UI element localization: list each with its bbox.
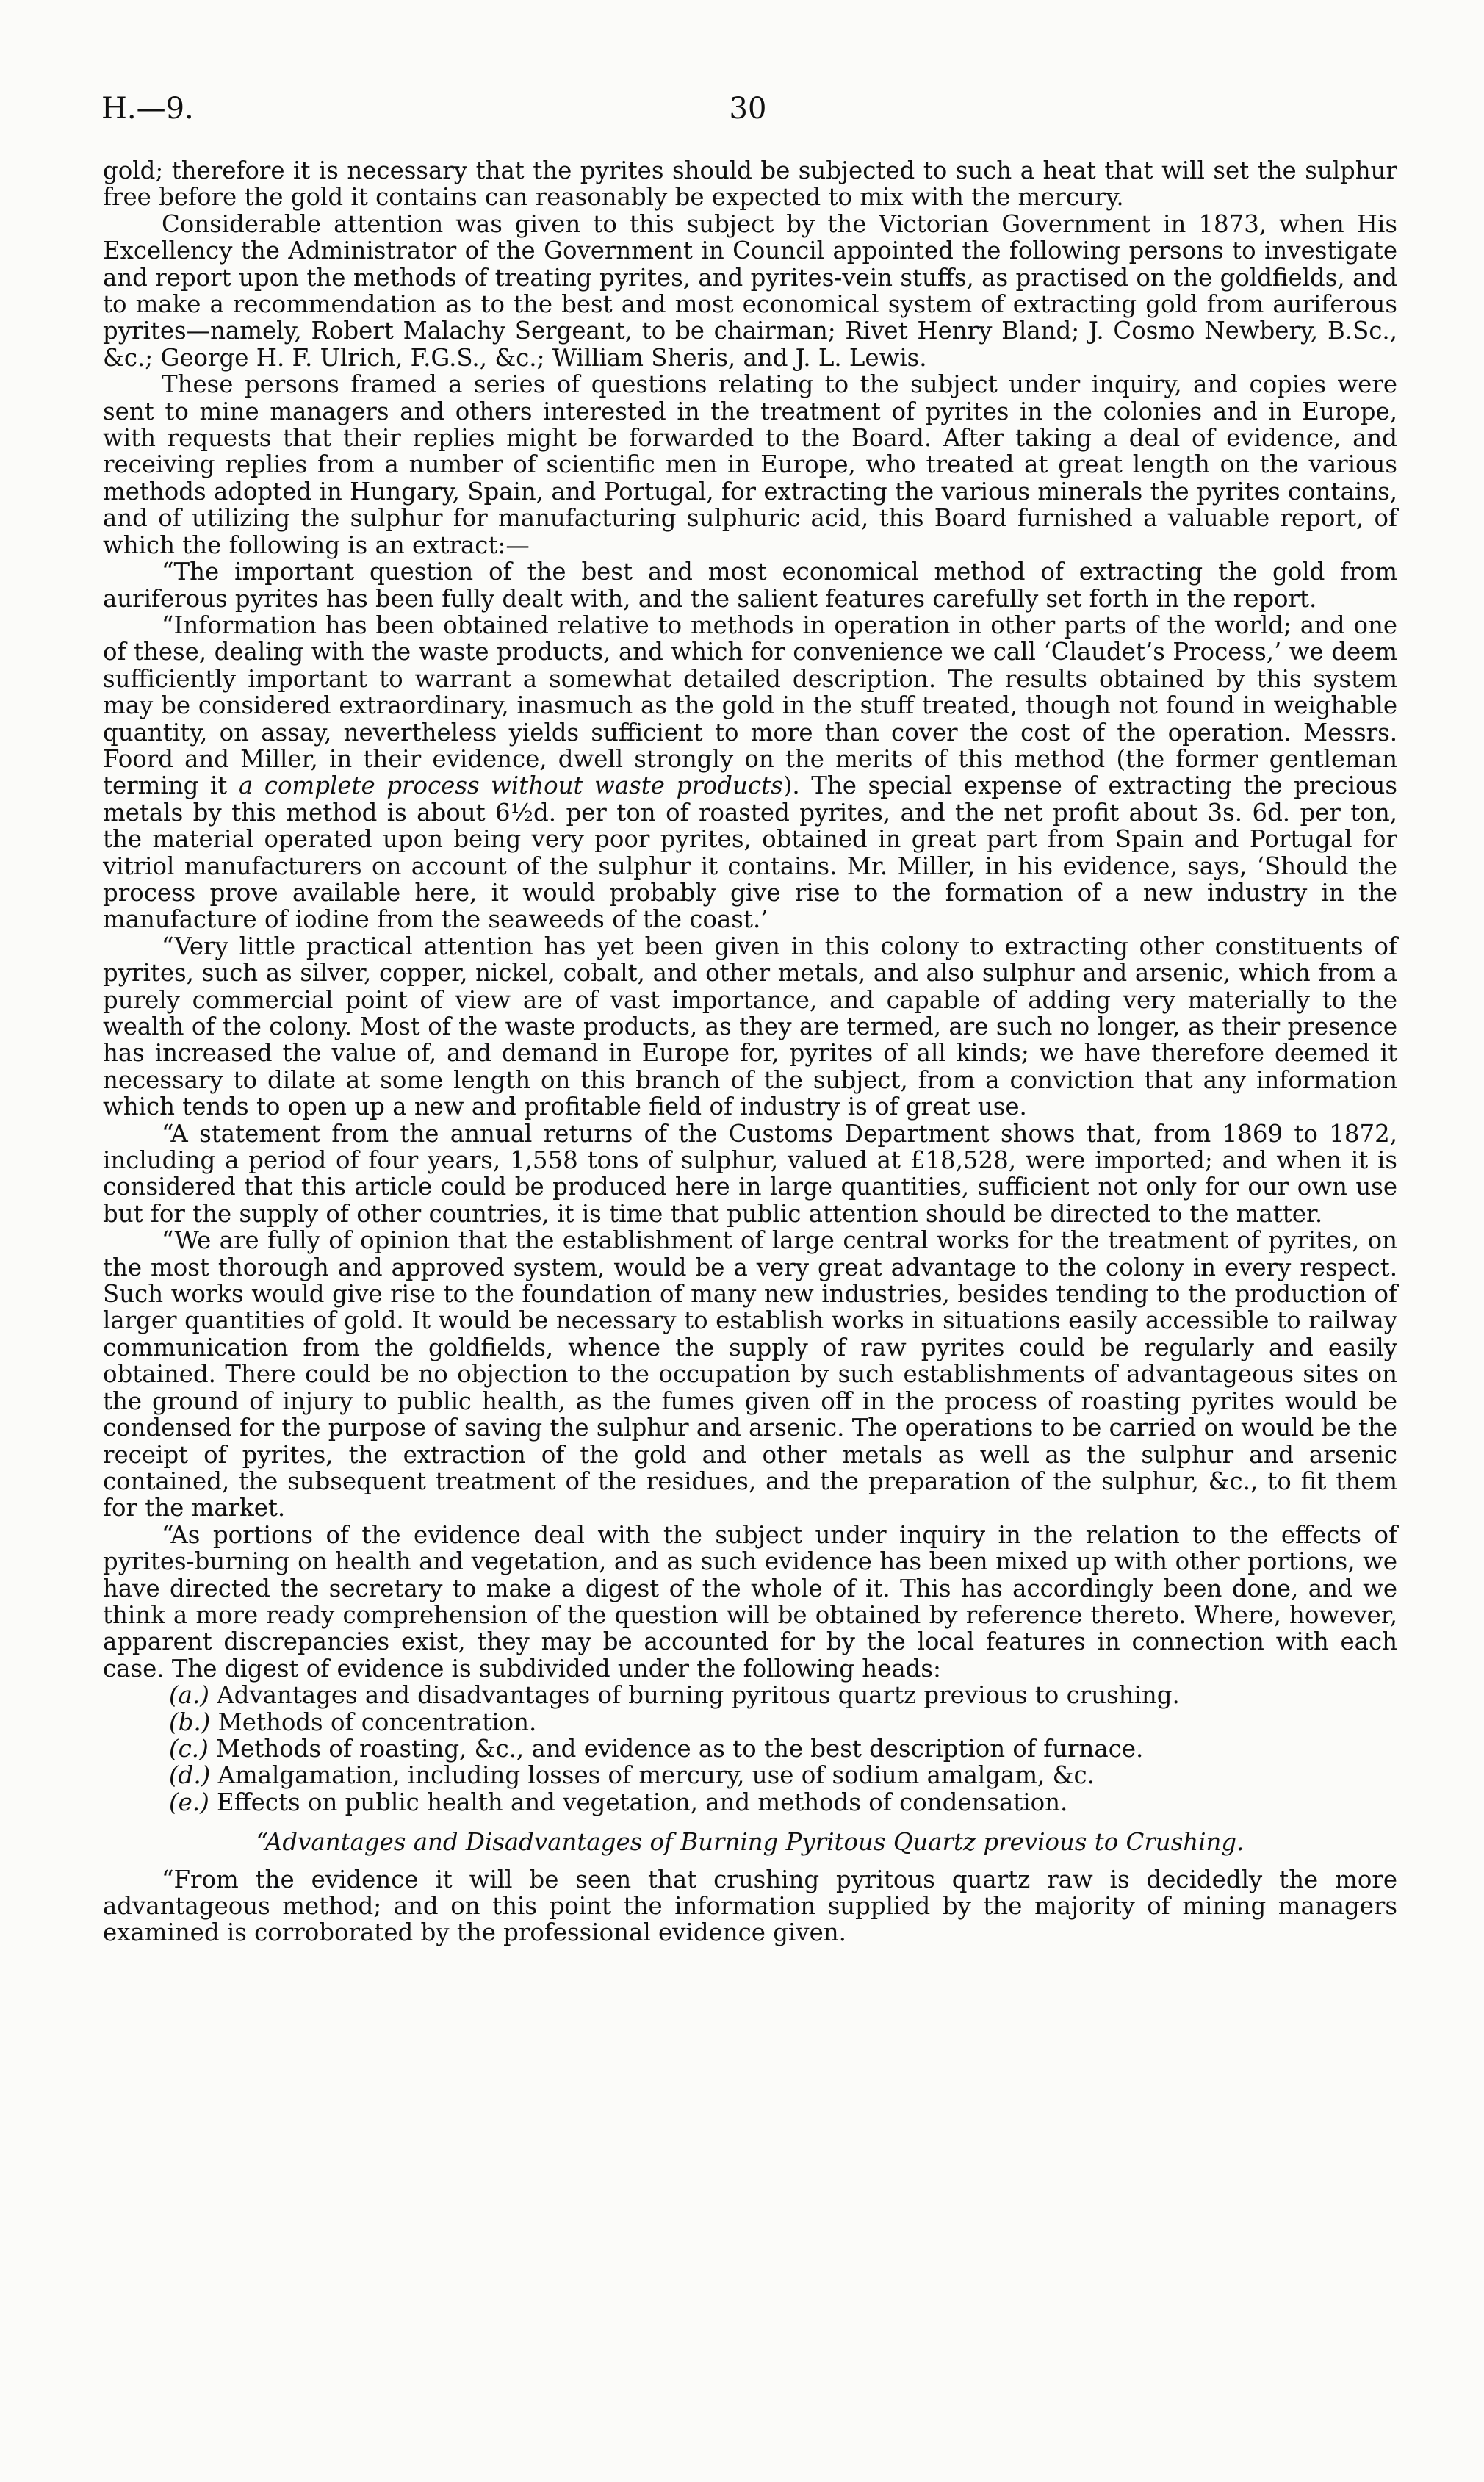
list-item-text: Amalgamation, including losses of mercury, use of sodium amalgam, &c.: [217, 1761, 1095, 1790]
emphasis-text: a complete process without waste products: [238, 771, 783, 800]
paragraph-text: “Information has been obtained relative to methods in operation in other parts of the world; and one of these, dealing with the waste products, and which for convenience we call ‘Claudet’s Process,’ we deem sufficiently important to warrant a somewhat detailed description. The results obtained by this system may be considered extraordinary, inasmuch as the gold in the stuff treated, though not found in weighable quantity, on assay, nevertheless yields sufficient to more than cover the cost of the operation. Messrs. Foord and Miller, in their evidence, dwell strongly on the merits of this method (the former gentleman terming it: [103, 611, 1397, 800]
paragraph: These persons framed a series of questions relating to the subject under inquiry, and copies were sent to mine managers and others interested in the treatment of pyrites in the colonies and in Europe, with requests that their replies might be forwarded to the Board. After taking a deal of evidence, and receiving replies from a number of scientific men in Europe, who treated at great length on the various methods adopted in Hungary, Spain, and Portugal, for extracting the various minerals the pyrites contains, and of utilizing the sulphur for manufacturing sulphuric acid, this Board furnished a valuable report, of which the following is an extract:—: [103, 370, 1397, 559]
list-item: [103, 1762, 1397, 1788]
list-item-label: (b.): [169, 1708, 211, 1736]
paragraph: gold; therefore it is necessary that the pyrites should be subjected to such a heat that will set the sulphur free before the gold it contains can reasonably be expected to mix with the mercury.: [103, 157, 1397, 212]
list-item-label: (c.): [169, 1734, 209, 1763]
body-text: [103, 157, 1397, 1946]
paragraph-text: ). The special expense of extracting the precious metals by this method is about 6½d. per ton of roasted pyrites, and the net profit about 3s. 6d. per ton, the material operated upon being very poor pyrites, obtained in great part from Spain and Portugal for vitriol manufacturers on account of the sulphur it contains. Mr. Miller, in his evidence, says, ‘Should the process prove available here, it would probably give rise to the formation of a new industry in the manufacture of iodine from the seaweeds of the coast.’: [103, 771, 1397, 934]
list-item-text: Effects on public health and vegetation, and methods of condensation.: [217, 1788, 1068, 1816]
section-heading: “Advantages and Disadvantages of Burning Pyritous Quartz previous to Crushing.: [256, 1828, 1245, 1857]
list-item: [103, 1789, 1397, 1816]
list-item-label: (e.): [169, 1788, 209, 1816]
paragraph: “A statement from the annual returns of the Customs Department shows that, from 1869 to 1872, including a period of four years, 1,558 tons of sulphur, valued at £18,528, were imported; and when it is considered that this article could be produced here in large quantities, sufficient not only for our own use but for the supply of other countries, it is time that public attention should be directed to the matter.: [103, 1119, 1397, 1228]
list-item-label: (a.): [169, 1681, 209, 1710]
list-item-label: (d.): [169, 1761, 211, 1790]
paragraph: “Very little practical attention has yet been given in this colony to extracting other constituents of pyrites, such as silver, copper, nickel, cobalt, and other metals, and also sulphur and arsenic, which from a purely commercial point of view are of vast importance, and capable of adding very materially to the wealth of the colony. Most of the waste products, as they are termed, are such no longer, as their presence has increased the value of, and demand in Europe for, pyrites of all kinds; we have therefore deemed it necessary to dilate at some length on this branch of the subject, from a conviction that any information which tends to open up a new and profitable field of industry is of great use.: [103, 932, 1397, 1121]
list-item: [103, 1709, 1397, 1735]
paragraph: [103, 612, 1397, 933]
list-item-text: Methods of roasting, &c., and evidence as to the best description of furnace.: [216, 1734, 1144, 1763]
paragraph: “As portions of the evidence deal with the subject under inquiry in the relation to the effects of pyrites-burning on health and vegetation, and as such evidence has been mixed up with other portions, we have directed the secretary to make a digest of the whole of it. This has accordingly been done, and we think a more ready comprehension of the question will be obtained by reference thereto. Where, however, apparent discrepancies exist, they may be accounted for by the local features in connection with each case. The digest of evidence is subdivided under the following heads:: [103, 1520, 1397, 1683]
list-item: [103, 1735, 1397, 1762]
paragraph: “From the evidence it will be seen that crushing pyritous quartz raw is decidedly the more advantageous method; and on this point the information supplied by the majority of mining managers examined is corroborated by the professional evidence given.: [103, 1865, 1397, 1947]
paragraph: Considerable attention was given to this subject by the Victorian Government in 1873, when His Excellency the Administrator of the Government in Council appointed the following persons to investigate and report upon the methods of treating pyrites, and pyrites-vein stuffs, as practised on the goldfields, and to make a recommendation as to the best and most economical system of extracting gold from auriferous pyrites—namely, Robert Malachy Sergeant, to be chairman; Rivet Henry Bland; J. Cosmo Newbery, B.Sc., &c.; George H. F. Ulrich, F.G.S., &c.; William Sheris, and J. L. Lewis.: [103, 209, 1397, 372]
list-item: [103, 1682, 1397, 1708]
paragraph: “We are fully of opinion that the establishment of large central works for the treatment of pyrites, on the most thorough and approved system, would be a very great advantage to the colony in every respect. Such works would give rise to the foundation of many new industries, besides tending to the production of larger quantities of gold. It would be necessary to establish works in situations easily accessible to railway communication from the goldfields, whence the supply of raw pyrites could be regularly and easily obtained. There could be no objection to the occupation by such establishments of advantageous sites on the ground of injury to public health, as the fumes given off in the process of roasting pyrites would be condensed for the purpose of saving the sulphur and arsenic. The operations to be carried on would be the receipt of pyrites, the extraction of the gold and other metals as well as the sulphur and arsenic contained, the subsequent treatment of the residues, and the preparation of the sulphur, &c., to fit them for the market.: [103, 1226, 1397, 1522]
document-reference: H.—9.: [101, 92, 194, 126]
paragraph: “The important question of the best and most economical method of extracting the gold from auriferous pyrites has been fully dealt with, and the salient features carefully set forth in the report.: [103, 558, 1397, 613]
heads-list: [103, 1682, 1397, 1816]
list-item-text: Methods of concentration.: [217, 1708, 537, 1736]
page-number: 30: [729, 92, 767, 126]
page-header: [101, 87, 1394, 131]
list-item-text: Advantages and disadvantages of burning pyritous quartz previous to crushing.: [217, 1681, 1180, 1710]
